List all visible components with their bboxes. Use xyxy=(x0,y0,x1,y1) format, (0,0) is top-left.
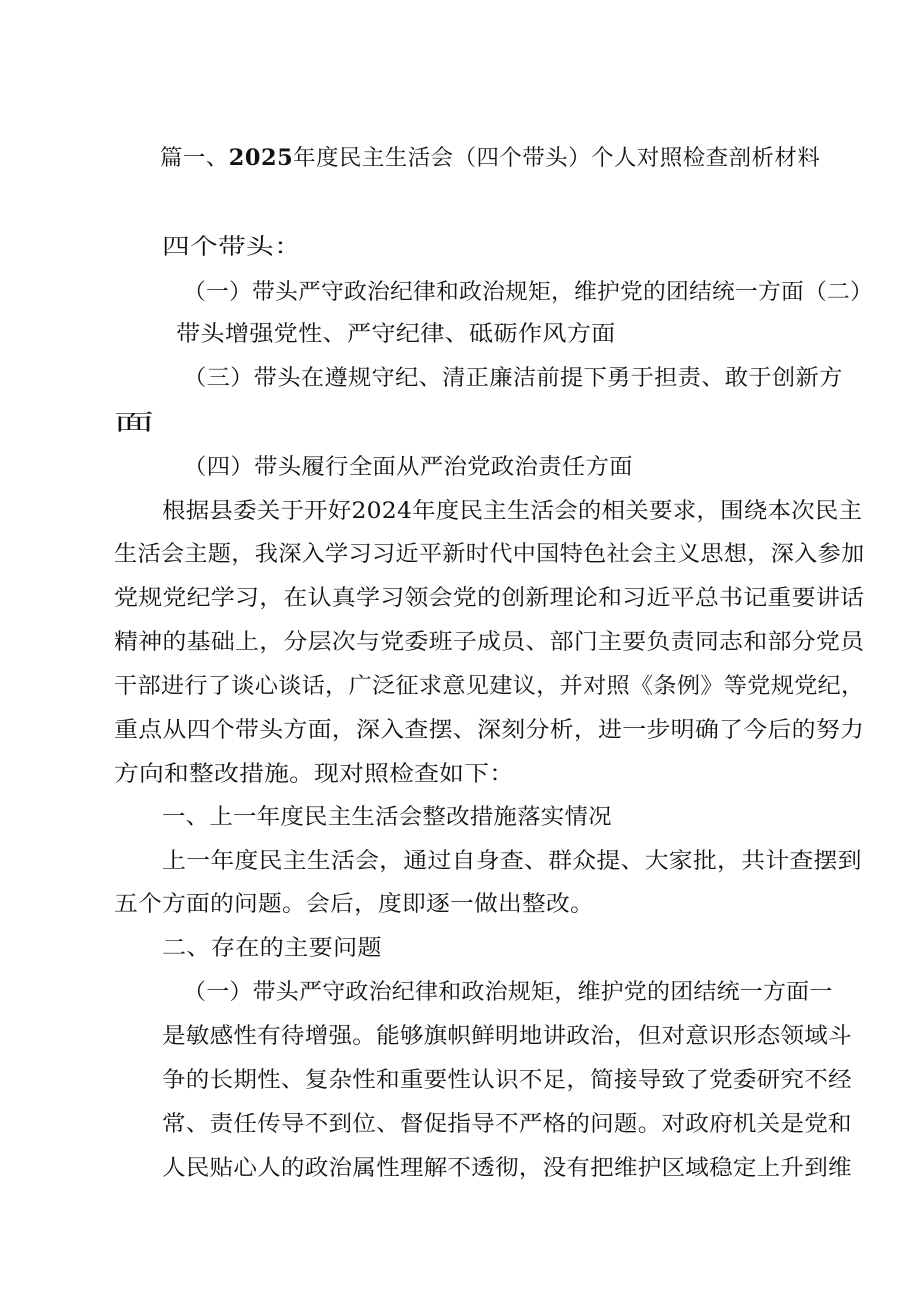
body-line: 上一年度民主生活会，通过自身查、群众提、大家批，共计查摆到 xyxy=(162,849,862,874)
body-line: 人民贴心人的政治属性理解不透彻，没有把维护区域稳定上升到维 xyxy=(162,1156,852,1181)
body-line: 精神的基础上，分层次与党委班子成员、部门主要负责同志和部分党员 xyxy=(114,630,865,655)
body-line: 面 xyxy=(114,411,155,436)
body-line: （一）带头严守政治纪律和政治规矩，维护党的团结统一方面一 xyxy=(183,980,833,1005)
body-line: 生活会主题，我深入学习习近平新时代中国特色社会主义思想，深入参加 xyxy=(114,542,865,567)
body-line: （四）带头履行全面从严治党政治责任方面 xyxy=(183,455,633,480)
body-line: 是敏感性有待增强。能够旗帜鲜明地讲政治，但对意识形态领域斗 xyxy=(162,1024,852,1049)
body-line: 常、责任传导不到位、督促指导不严格的问题。对政府机关是党和 xyxy=(162,1112,852,1137)
body-line: 根据县委关于开好2024年度民主生活会的相关要求，围绕本次民主 xyxy=(162,499,863,524)
body-line: 带头增强党性、严守纪律、砥砺作风方面 xyxy=(176,322,616,347)
body-line: 争的长期性、复杂性和重要性认识不足，简接导致了党委研究不经 xyxy=(162,1068,852,1093)
document-title xyxy=(160,143,820,174)
section-heading: 二、存在的主要问题 xyxy=(162,936,382,961)
title-year: 2025 xyxy=(228,145,294,171)
title-prefix: 篇一、 xyxy=(160,146,229,171)
title-rest: 年度民主生活会（四个带头）个人对照检查剖析材料 xyxy=(293,146,821,171)
section-heading: 一、上一年度民主生活会整改措施落实情况 xyxy=(162,805,612,830)
body-line: 四个带头： xyxy=(162,235,303,260)
body-line: 五个方面的问题。会后，度即逐一做出整改。 xyxy=(114,892,595,917)
body-line: （三）带头在遵规守纪、清正廉洁前提下勇于担责、敢于创新方 xyxy=(183,366,843,391)
body-line: 方向和整改措施。现对照检查如下： xyxy=(114,762,515,787)
body-line: 重点从四个带头方面，深入查摆、深刻分析，进一步明确了今后的努力 xyxy=(114,718,865,743)
body-line: 党规党纪学习，在认真学习领会党的创新理论和习近平总书记重要讲话 xyxy=(114,586,865,611)
body-line: 干部进行了谈心谈话，广泛征求意见建议，并对照《条例》等党规党纪， xyxy=(114,674,865,699)
body-line: （一）带头严守政治纪律和政治规矩，维护党的团结统一方面（二） xyxy=(183,280,874,305)
